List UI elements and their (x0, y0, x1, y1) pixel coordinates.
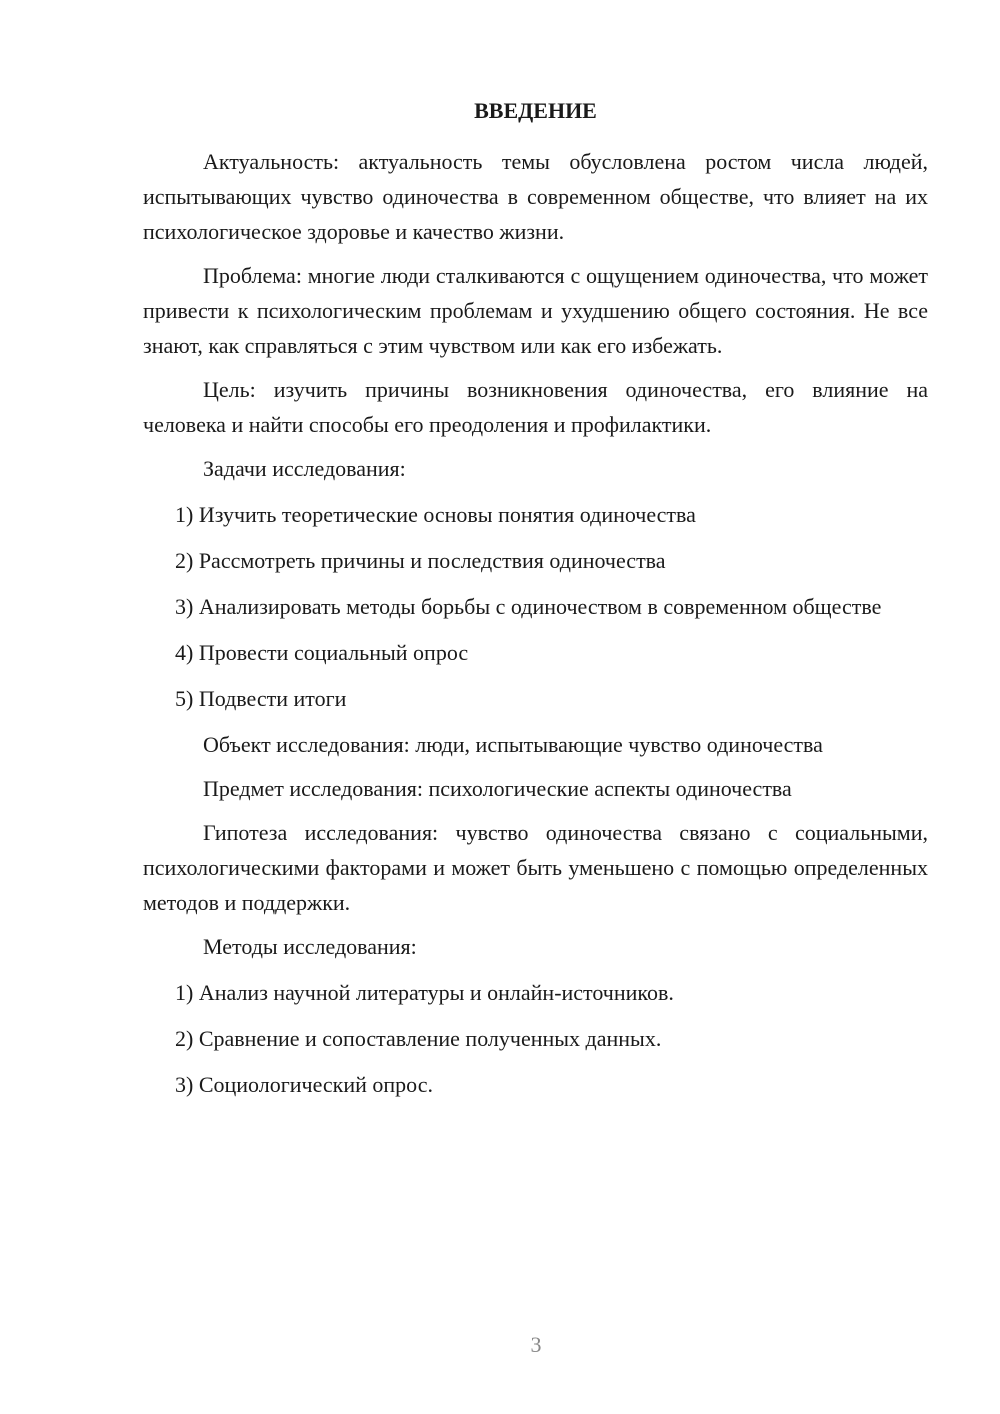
page-number: 3 (530, 1332, 542, 1357)
page-content (143, 96, 928, 1113)
relevance-paragraph: Актуальность: актуальность темы обусловлена ростом числа людей, испытывающих чувство одиночества в современном обществе, что влияет на их психологическое здоровье и качество жизни. (143, 149, 928, 244)
task-item: 3) Анализировать методы борьбы с одиночеством в современном обществе (175, 594, 882, 619)
task-item: 2) Рассмотреть причины и последствия одиночества (175, 548, 666, 573)
methods-heading: Методы исследования: (203, 934, 417, 959)
problem-paragraph: Проблема: многие люди сталкиваются с ощущением одиночества, что может привести к психологическим проблемам и ухудшению общего состояния. Не все знают, как справляться с этим чувством или как его избежать. (143, 263, 928, 358)
subject-paragraph: Предмет исследования: психологические аспекты одиночества (203, 776, 792, 801)
method-item: 3) Социологический опрос. (175, 1072, 433, 1097)
method-item: 1) Анализ научной литературы и онлайн-источников. (175, 980, 674, 1005)
method-item: 2) Сравнение и сопоставление полученных данных. (175, 1026, 662, 1051)
tasks-heading: Задачи исследования: (203, 456, 406, 481)
page-title: ВВЕДЕНИЕ (474, 98, 597, 123)
object-paragraph: Объект исследования: люди, испытывающие чувство одиночества (203, 732, 823, 757)
task-item: 1) Изучить теоретические основы понятия одиночества (175, 502, 696, 527)
hypothesis-paragraph: Гипотеза исследования: чувство одиночества связано с социальными, психологическими факторами и может быть уменьшено с помощью определенных методов и поддержки. (143, 820, 928, 915)
task-item: 4) Провести социальный опрос (175, 640, 469, 665)
task-item: 5) Подвести итоги (175, 686, 347, 711)
goal-paragraph: Цель: изучить причины возникновения одиночества, его влияние на человека и найти способы его преодоления и профилактики. (143, 377, 928, 437)
